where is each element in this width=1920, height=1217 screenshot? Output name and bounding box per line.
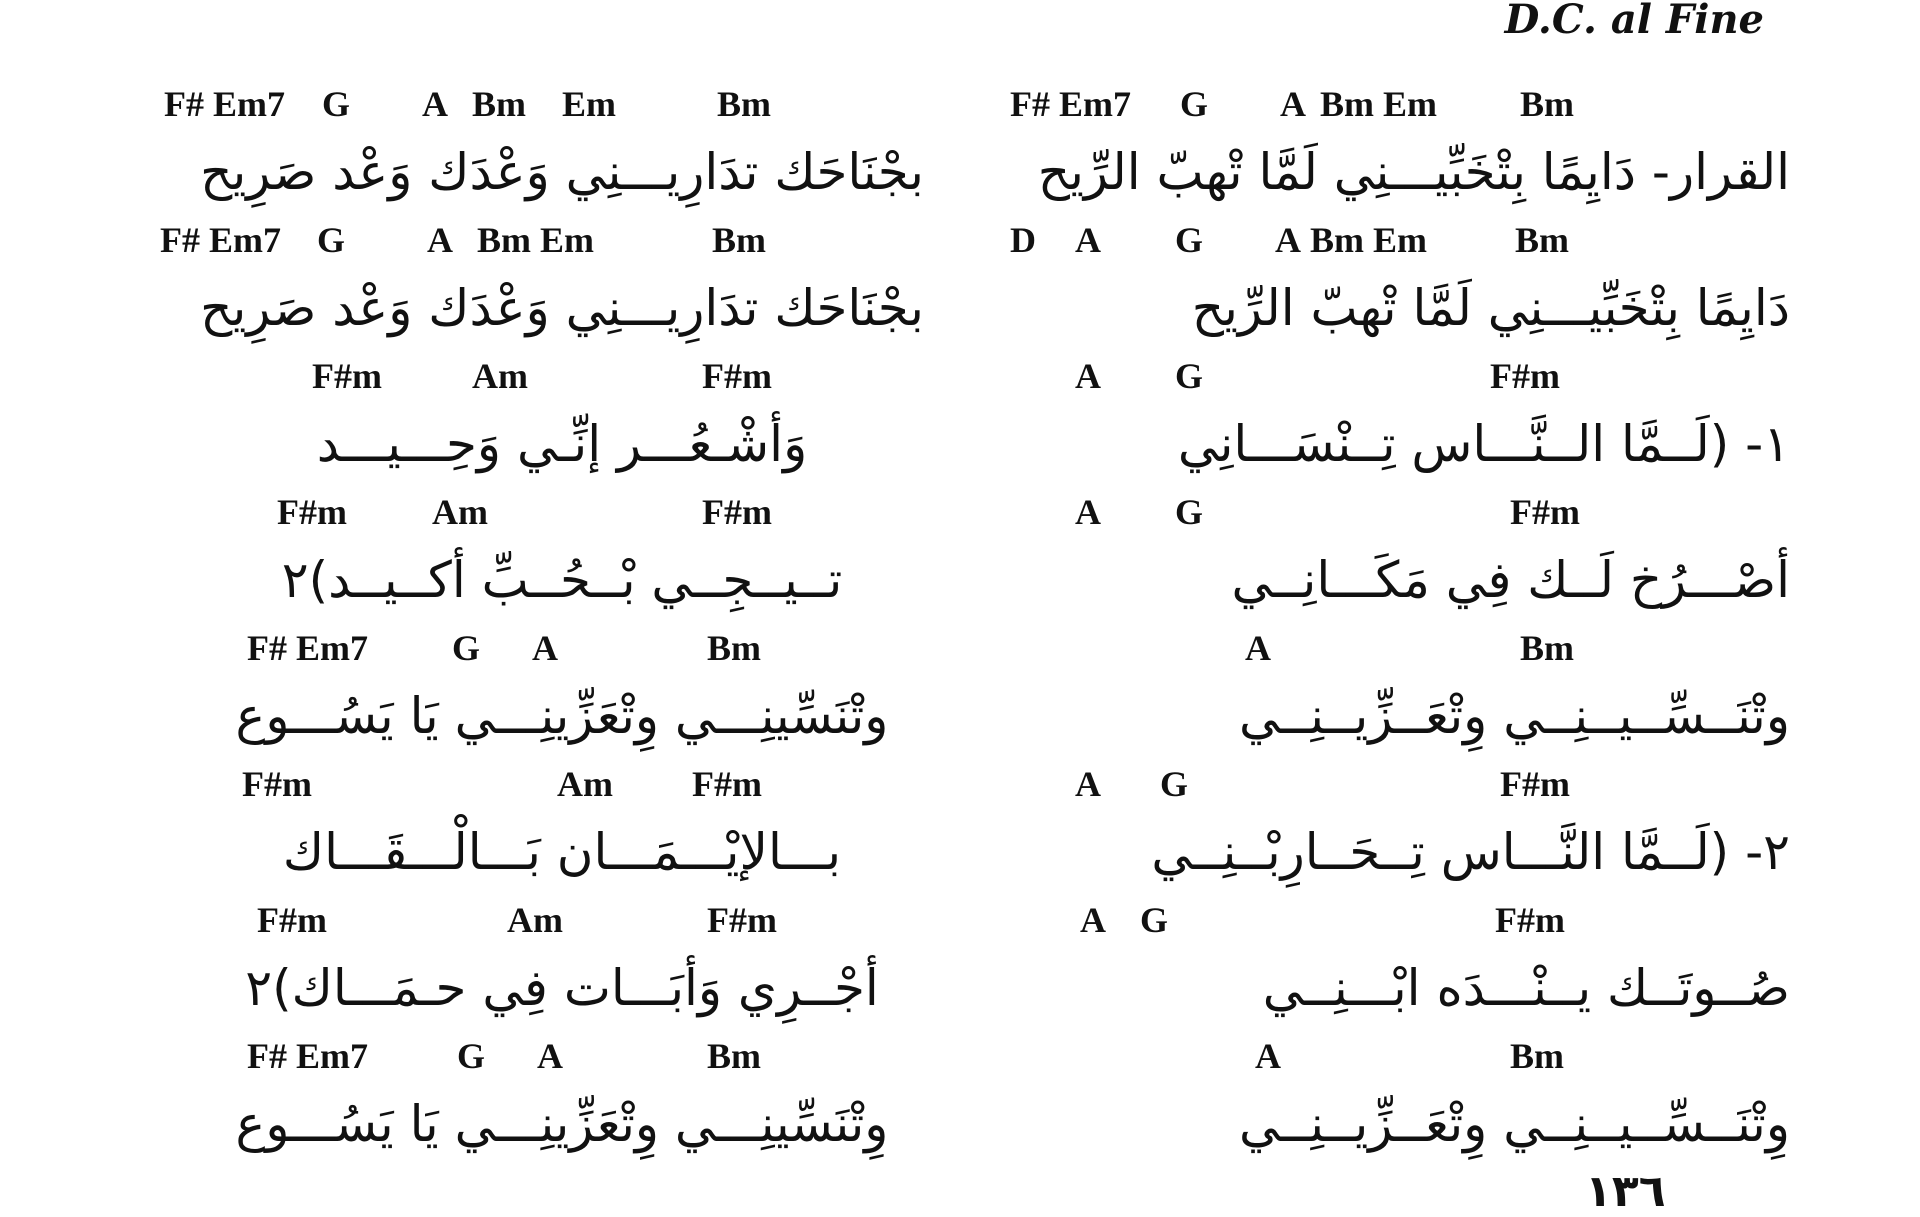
chord-symbol: Bm xyxy=(707,628,761,668)
chord-symbol: G xyxy=(1175,356,1204,396)
chord-symbol: A xyxy=(422,84,448,124)
chord-symbol: Bm xyxy=(712,220,766,260)
chord-symbol: Am xyxy=(507,900,563,940)
song-line-left xyxy=(172,486,952,622)
chord-symbol: F#m xyxy=(1510,492,1580,532)
chord-symbol: A xyxy=(1280,84,1306,124)
dc-al-fine-marking: D.C. al Fine xyxy=(1504,0,1764,43)
chord-symbol: G xyxy=(452,628,481,668)
chord-row xyxy=(160,214,952,266)
lyric-text: دَايِمًا بِتْخَبِّيـــنِي لَمَّا تْهبّ الرِّيح xyxy=(1191,279,1790,337)
lyric-text: بجْنَاحَك تدَارِيـــنِي وَعْدَك وَعْد صَرِيح xyxy=(200,279,924,337)
chord-symbol: A xyxy=(1075,220,1101,260)
chord-row xyxy=(1010,894,1790,946)
chord-row xyxy=(1010,214,1790,266)
chord-symbol: A xyxy=(1255,1036,1281,1076)
chord-symbol: G xyxy=(1180,84,1209,124)
lyric-text: وتْنَسِّينِـــي وِتْعَزِّينِـــي يَا يَسُـــوع xyxy=(235,687,889,745)
chord-row xyxy=(172,894,952,946)
song-line-left xyxy=(164,78,952,214)
chord-symbol: A xyxy=(1075,764,1101,804)
chord-symbol: F#m xyxy=(1495,900,1565,940)
chord-symbol: G xyxy=(457,1036,486,1076)
lyric-text: تــيــجِــي بْــحُــبِّ أكــيــد)٢ xyxy=(281,551,843,609)
chord-symbol: A xyxy=(1245,628,1271,668)
chord-row xyxy=(172,1030,952,1082)
lyric-text: القرار- دَايِمًا بِتْخَبِّيـــنِي لَمَّا تْهبّ الرِّيح xyxy=(1037,143,1790,201)
chord-row xyxy=(172,622,952,674)
chord-symbol: Bm xyxy=(707,1036,761,1076)
lyric-text: وَأشْـعُـــر إنِّـي وَحِـــيـــد xyxy=(316,415,808,473)
chord-symbol: F# Em7 xyxy=(164,84,285,124)
song-line-left xyxy=(172,758,952,894)
chord-row xyxy=(1010,486,1790,538)
chord-symbol: F#m xyxy=(312,356,382,396)
lyric-text: أصْـــرُخ لَــك فِي مَكَـــانِــي xyxy=(1231,551,1790,609)
chord-symbol: Am xyxy=(472,356,528,396)
chord-row xyxy=(172,350,952,402)
chord-row xyxy=(172,758,952,810)
chord-symbol: F#m xyxy=(707,900,777,940)
song-line-right xyxy=(1010,350,1790,486)
chord-symbol: F#m xyxy=(277,492,347,532)
song-line-left xyxy=(160,214,952,350)
chord-symbol: F#m xyxy=(1490,356,1560,396)
song-line-left xyxy=(172,350,952,486)
chord-symbol: Bm xyxy=(1515,220,1569,260)
song-line-left xyxy=(172,622,952,758)
chord-symbol: G xyxy=(322,84,351,124)
page-number: ١٣٦ xyxy=(1585,1166,1666,1217)
right-column xyxy=(1010,78,1790,1166)
song-line-right xyxy=(1010,758,1790,894)
chord-symbol: F# Em7 xyxy=(247,628,368,668)
song-line-right xyxy=(1010,214,1790,350)
song-line-left xyxy=(172,894,952,1030)
left-column xyxy=(160,78,952,1166)
song-line-right xyxy=(1010,1030,1790,1166)
lyric-text: أجْــرِي وَأبَـــات فِي حـمَـــاك)٢ xyxy=(245,959,879,1017)
chord-symbol: D xyxy=(1010,220,1036,260)
song-line-left xyxy=(172,1030,952,1166)
chord-symbol: A xyxy=(1275,220,1301,260)
chord-row xyxy=(1010,350,1790,402)
chord-symbol: Bm xyxy=(472,84,526,124)
chord-symbol: F#m xyxy=(692,764,762,804)
lyric-text: ١- (لَــمَّا الــنَّـــاس تِــنْسَـــانِي xyxy=(1177,415,1790,473)
chord-symbol: Am xyxy=(432,492,488,532)
chord-symbol: A xyxy=(1075,492,1101,532)
chord-symbol: G xyxy=(1175,492,1204,532)
chord-symbol: A xyxy=(537,1036,563,1076)
lyric-text: وِتْنَــسِّــيــنِــي وِتْعَــزِّيــنِــي xyxy=(1238,1095,1790,1153)
lyric-text: وتْنَــسِّــيــنِــي وِتْعَــزِّيــنِــي xyxy=(1238,687,1790,745)
chord-symbol: Bm xyxy=(1510,1036,1564,1076)
chord-symbol: F# Em7 xyxy=(247,1036,368,1076)
chord-symbol: G xyxy=(1140,900,1169,940)
chord-row xyxy=(1010,622,1790,674)
chord-row xyxy=(1010,78,1790,130)
chord-symbol: Bm xyxy=(717,84,771,124)
chord-symbol: A xyxy=(1075,356,1101,396)
chord-symbol: F#m xyxy=(242,764,312,804)
lyric-text: وِتْنَسِّينِـــي وِتْعَزِّينِـــي يَا يَسُـــوع xyxy=(235,1095,889,1153)
chord-symbol: F# Em7 xyxy=(160,220,281,260)
chord-row xyxy=(164,78,952,130)
song-line-right xyxy=(1010,78,1790,214)
song-line-right xyxy=(1010,486,1790,622)
song-line-right xyxy=(1010,622,1790,758)
lyric-text: بجْنَاحَك تدَارِيـــنِي وَعْدَك وَعْد صَرِيح xyxy=(200,143,924,201)
chord-row xyxy=(1010,1030,1790,1082)
chord-row xyxy=(1010,758,1790,810)
chord-symbol: Em xyxy=(562,84,616,124)
chord-symbol: Bm Em xyxy=(1320,84,1437,124)
chord-symbol: F# Em7 xyxy=(1010,84,1131,124)
chord-symbol: G xyxy=(1175,220,1204,260)
lyric-text: ٢- (لَــمَّا النَّـــاس تِــحَــارِبْــنِــي xyxy=(1151,823,1790,881)
chord-symbol: G xyxy=(317,220,346,260)
chord-symbol: A xyxy=(427,220,453,260)
chord-symbol: Bm xyxy=(1520,628,1574,668)
chord-symbol: F#m xyxy=(702,492,772,532)
chord-symbol: Am xyxy=(557,764,613,804)
chord-row xyxy=(172,486,952,538)
chord-symbol: F#m xyxy=(1500,764,1570,804)
chord-symbol: F#m xyxy=(702,356,772,396)
lyric-text: صُــوتَــك يــنْـــدَه ابْـــنِــي xyxy=(1262,959,1790,1017)
chord-symbol: Bm Em xyxy=(477,220,594,260)
lyric-text: بـــالإيْـــمَـــان بَـــالْـــقَـــاك xyxy=(282,823,842,881)
chord-symbol: G xyxy=(1160,764,1189,804)
chord-symbol: Bm xyxy=(1520,84,1574,124)
chord-symbol: F#m xyxy=(257,900,327,940)
chord-symbol: A xyxy=(532,628,558,668)
chord-symbol: A xyxy=(1080,900,1106,940)
chord-symbol: Bm Em xyxy=(1310,220,1427,260)
song-line-right xyxy=(1010,894,1790,1030)
